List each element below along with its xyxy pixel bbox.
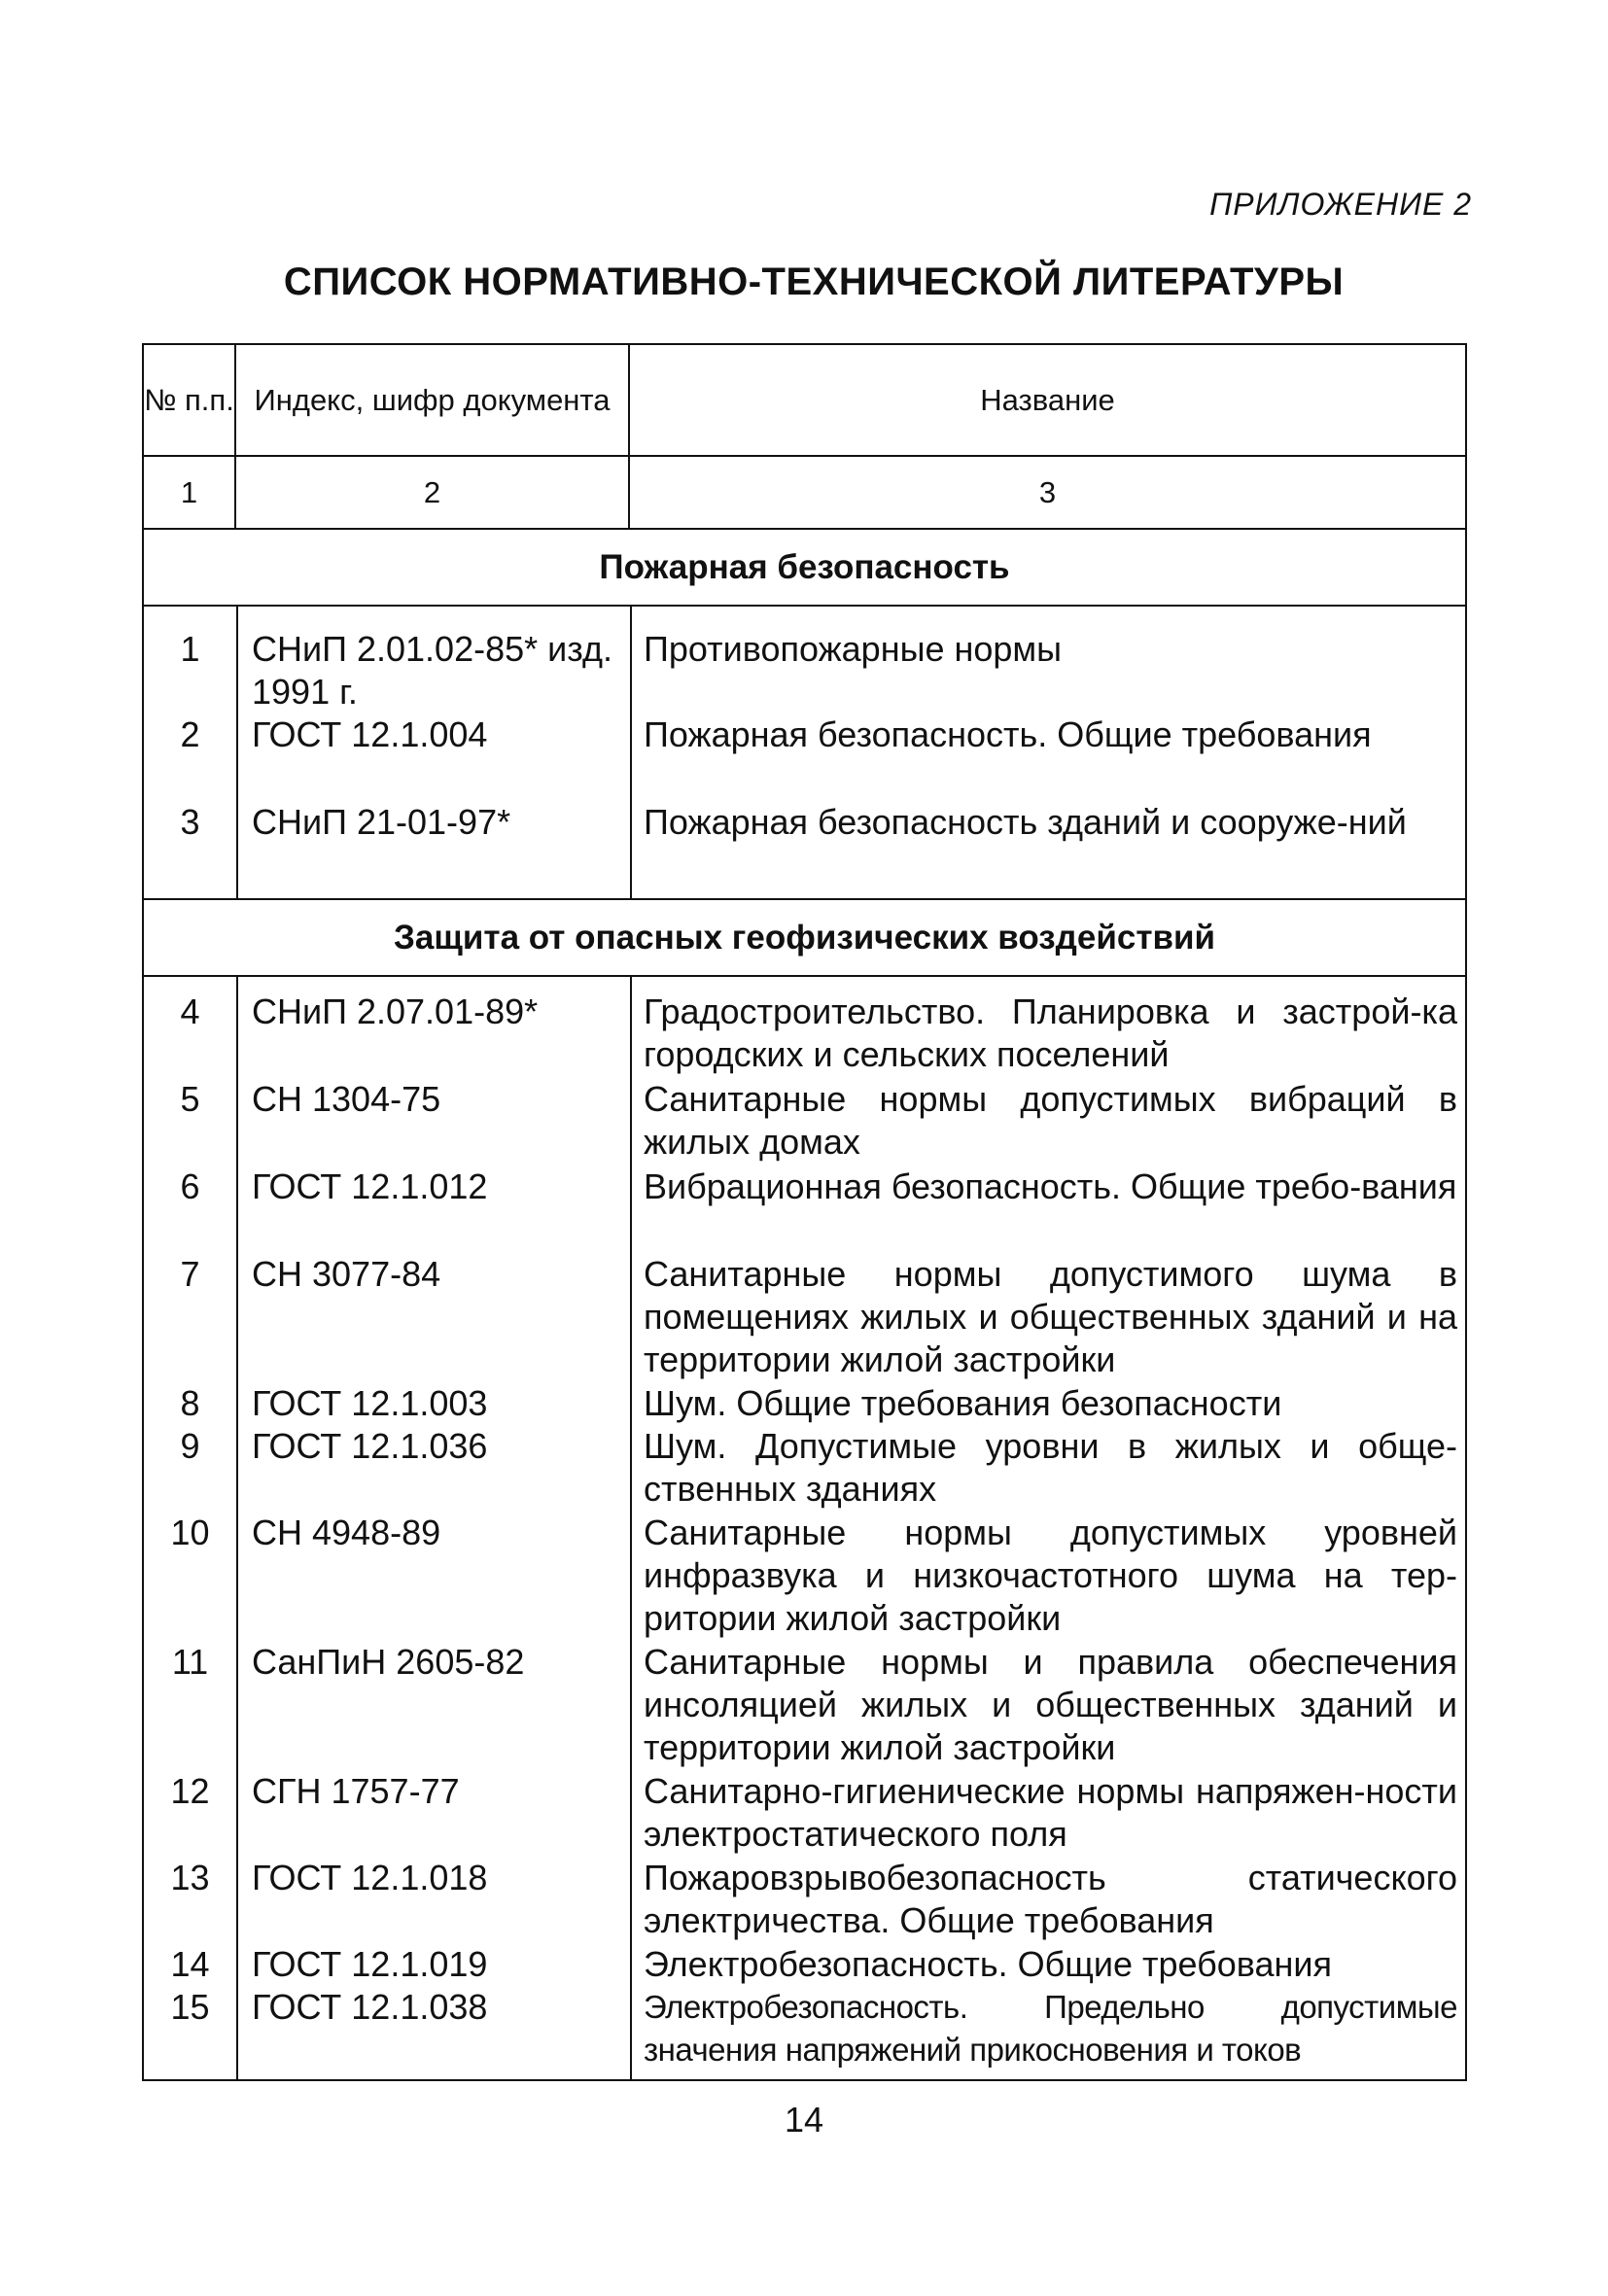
section-body-geophysical xyxy=(144,977,1465,2079)
row-name: Санитарно-гигиенические нормы напряжен-ности электростатического поля xyxy=(644,1771,1457,1854)
row-name: Санитарные нормы допустимых вибраций в жилых домах xyxy=(644,1079,1457,1162)
row-name: Пожаровзрывобезопасность статического электричества. Общие требования xyxy=(644,1858,1457,1940)
table-row xyxy=(144,991,1465,1078)
column-number-1: 1 xyxy=(144,457,236,528)
row-name: Градостроительство. Планировка и застрой-ка городских и сельских поселений xyxy=(644,991,1457,1074)
row-code: СНиП 2.01.02-85* изд. 1991 г. xyxy=(252,629,612,712)
row-number: 5 xyxy=(180,1079,200,1119)
table-row xyxy=(144,801,1465,887)
section-body-fire xyxy=(144,607,1465,900)
row-number: 8 xyxy=(180,1383,200,1423)
column-divider xyxy=(630,977,632,2079)
row-number: 9 xyxy=(180,1426,200,1466)
row-code: СН 3077-84 xyxy=(252,1254,441,1294)
table-row xyxy=(144,1857,1465,1943)
literature-table xyxy=(142,343,1467,2081)
table-row xyxy=(144,1986,1465,2071)
table-row xyxy=(144,628,1465,713)
row-number: 14 xyxy=(170,1944,210,1984)
table-row xyxy=(144,1382,1465,1425)
row-name: Пожарная безопасность зданий и сооруже-ний xyxy=(644,802,1407,842)
row-code: ГОСТ 12.1.036 xyxy=(252,1426,488,1466)
column-divider xyxy=(236,607,238,898)
row-name: Электробезопасность. Общие требования xyxy=(644,1944,1332,1984)
row-code: ГОСТ 12.1.003 xyxy=(252,1383,488,1423)
row-name: Пожарная безопасность. Общие требования xyxy=(644,714,1372,754)
row-number: 7 xyxy=(180,1254,200,1294)
table-header-row xyxy=(144,345,1465,457)
row-code: СН 1304-75 xyxy=(252,1079,441,1119)
row-code: СНиП 21-01-97* xyxy=(252,802,511,842)
table-row xyxy=(144,713,1465,801)
header-number: № п.п. xyxy=(144,345,236,455)
row-code: СНиП 2.07.01-89* xyxy=(252,991,539,1031)
row-code: ГОСТ 12.1.019 xyxy=(252,1944,488,1984)
table-row xyxy=(144,1641,1465,1770)
column-number-2: 2 xyxy=(236,457,630,528)
row-name: Санитарные нормы допустимого шума в помещениях жилых и общественных зданий и на территории жилой застройки xyxy=(644,1254,1457,1379)
header-code: Индекс, шифр документа xyxy=(236,345,630,455)
table-row xyxy=(144,1770,1465,1857)
page-number: 14 xyxy=(784,2100,824,2139)
row-number: 2 xyxy=(180,714,200,754)
row-number: 12 xyxy=(170,1771,210,1811)
row-code: ГОСТ 12.1.004 xyxy=(252,714,488,754)
section-title-geophysical: Защита от опасных геофизических воздействий xyxy=(144,900,1465,977)
row-name: Шум. Общие требования безопасности xyxy=(644,1383,1282,1423)
table-row xyxy=(144,1078,1465,1165)
section-title-fire: Пожарная безопасность xyxy=(144,530,1465,607)
table-row xyxy=(144,1512,1465,1641)
row-code: ГОСТ 12.1.018 xyxy=(252,1858,488,1897)
header-name: Название xyxy=(980,382,1115,417)
appendix-label: ПРИЛОЖЕНИЕ 2 xyxy=(1209,187,1472,222)
row-code: СН 4948-89 xyxy=(252,1513,441,1552)
column-numbers-row xyxy=(144,457,1465,530)
row-number: 10 xyxy=(170,1513,210,1552)
row-code: СанПиН 2605-82 xyxy=(252,1642,525,1682)
row-name: Противопожарные нормы xyxy=(644,629,1063,669)
table-row xyxy=(144,1253,1465,1382)
row-number: 4 xyxy=(180,991,200,1031)
row-name: Санитарные нормы и правила обеспечения инсоляцией жилых и общественных зданий и территории жилой застройки xyxy=(644,1642,1457,1767)
row-number: 6 xyxy=(180,1166,200,1206)
row-number: 3 xyxy=(180,802,200,842)
row-name: Электробезопасность. Предельно допустимые значения напряжений прикосновения и токов xyxy=(644,1989,1457,2068)
table-row xyxy=(144,1425,1465,1512)
table-row xyxy=(144,1165,1465,1253)
column-number-3: 3 xyxy=(1038,474,1057,509)
row-number: 13 xyxy=(170,1858,210,1897)
column-divider xyxy=(236,977,238,2079)
row-code: ГОСТ 12.1.012 xyxy=(252,1166,488,1206)
row-code: СГН 1757-77 xyxy=(252,1771,460,1811)
row-name: Шум. Допустимые уровни в жилых и обще-ственных зданиях xyxy=(644,1426,1457,1509)
row-name: Вибрационная безопасность. Общие требо-вания xyxy=(644,1166,1457,1206)
page-title: СПИСОК НОРМАТИВНО-ТЕХНИЧЕСКОЙ ЛИТЕРАТУРЫ xyxy=(283,261,1345,303)
row-code: ГОСТ 12.1.038 xyxy=(252,1987,488,2027)
row-name: Санитарные нормы допустимых уровней инфразвука и низкочастотного шума на тер-ритории жилой застройки xyxy=(644,1513,1457,1638)
table-row xyxy=(144,1943,1465,1986)
row-number: 15 xyxy=(170,1987,210,2027)
row-number: 11 xyxy=(171,1642,209,1682)
row-number: 1 xyxy=(180,629,200,669)
column-divider xyxy=(630,607,632,898)
